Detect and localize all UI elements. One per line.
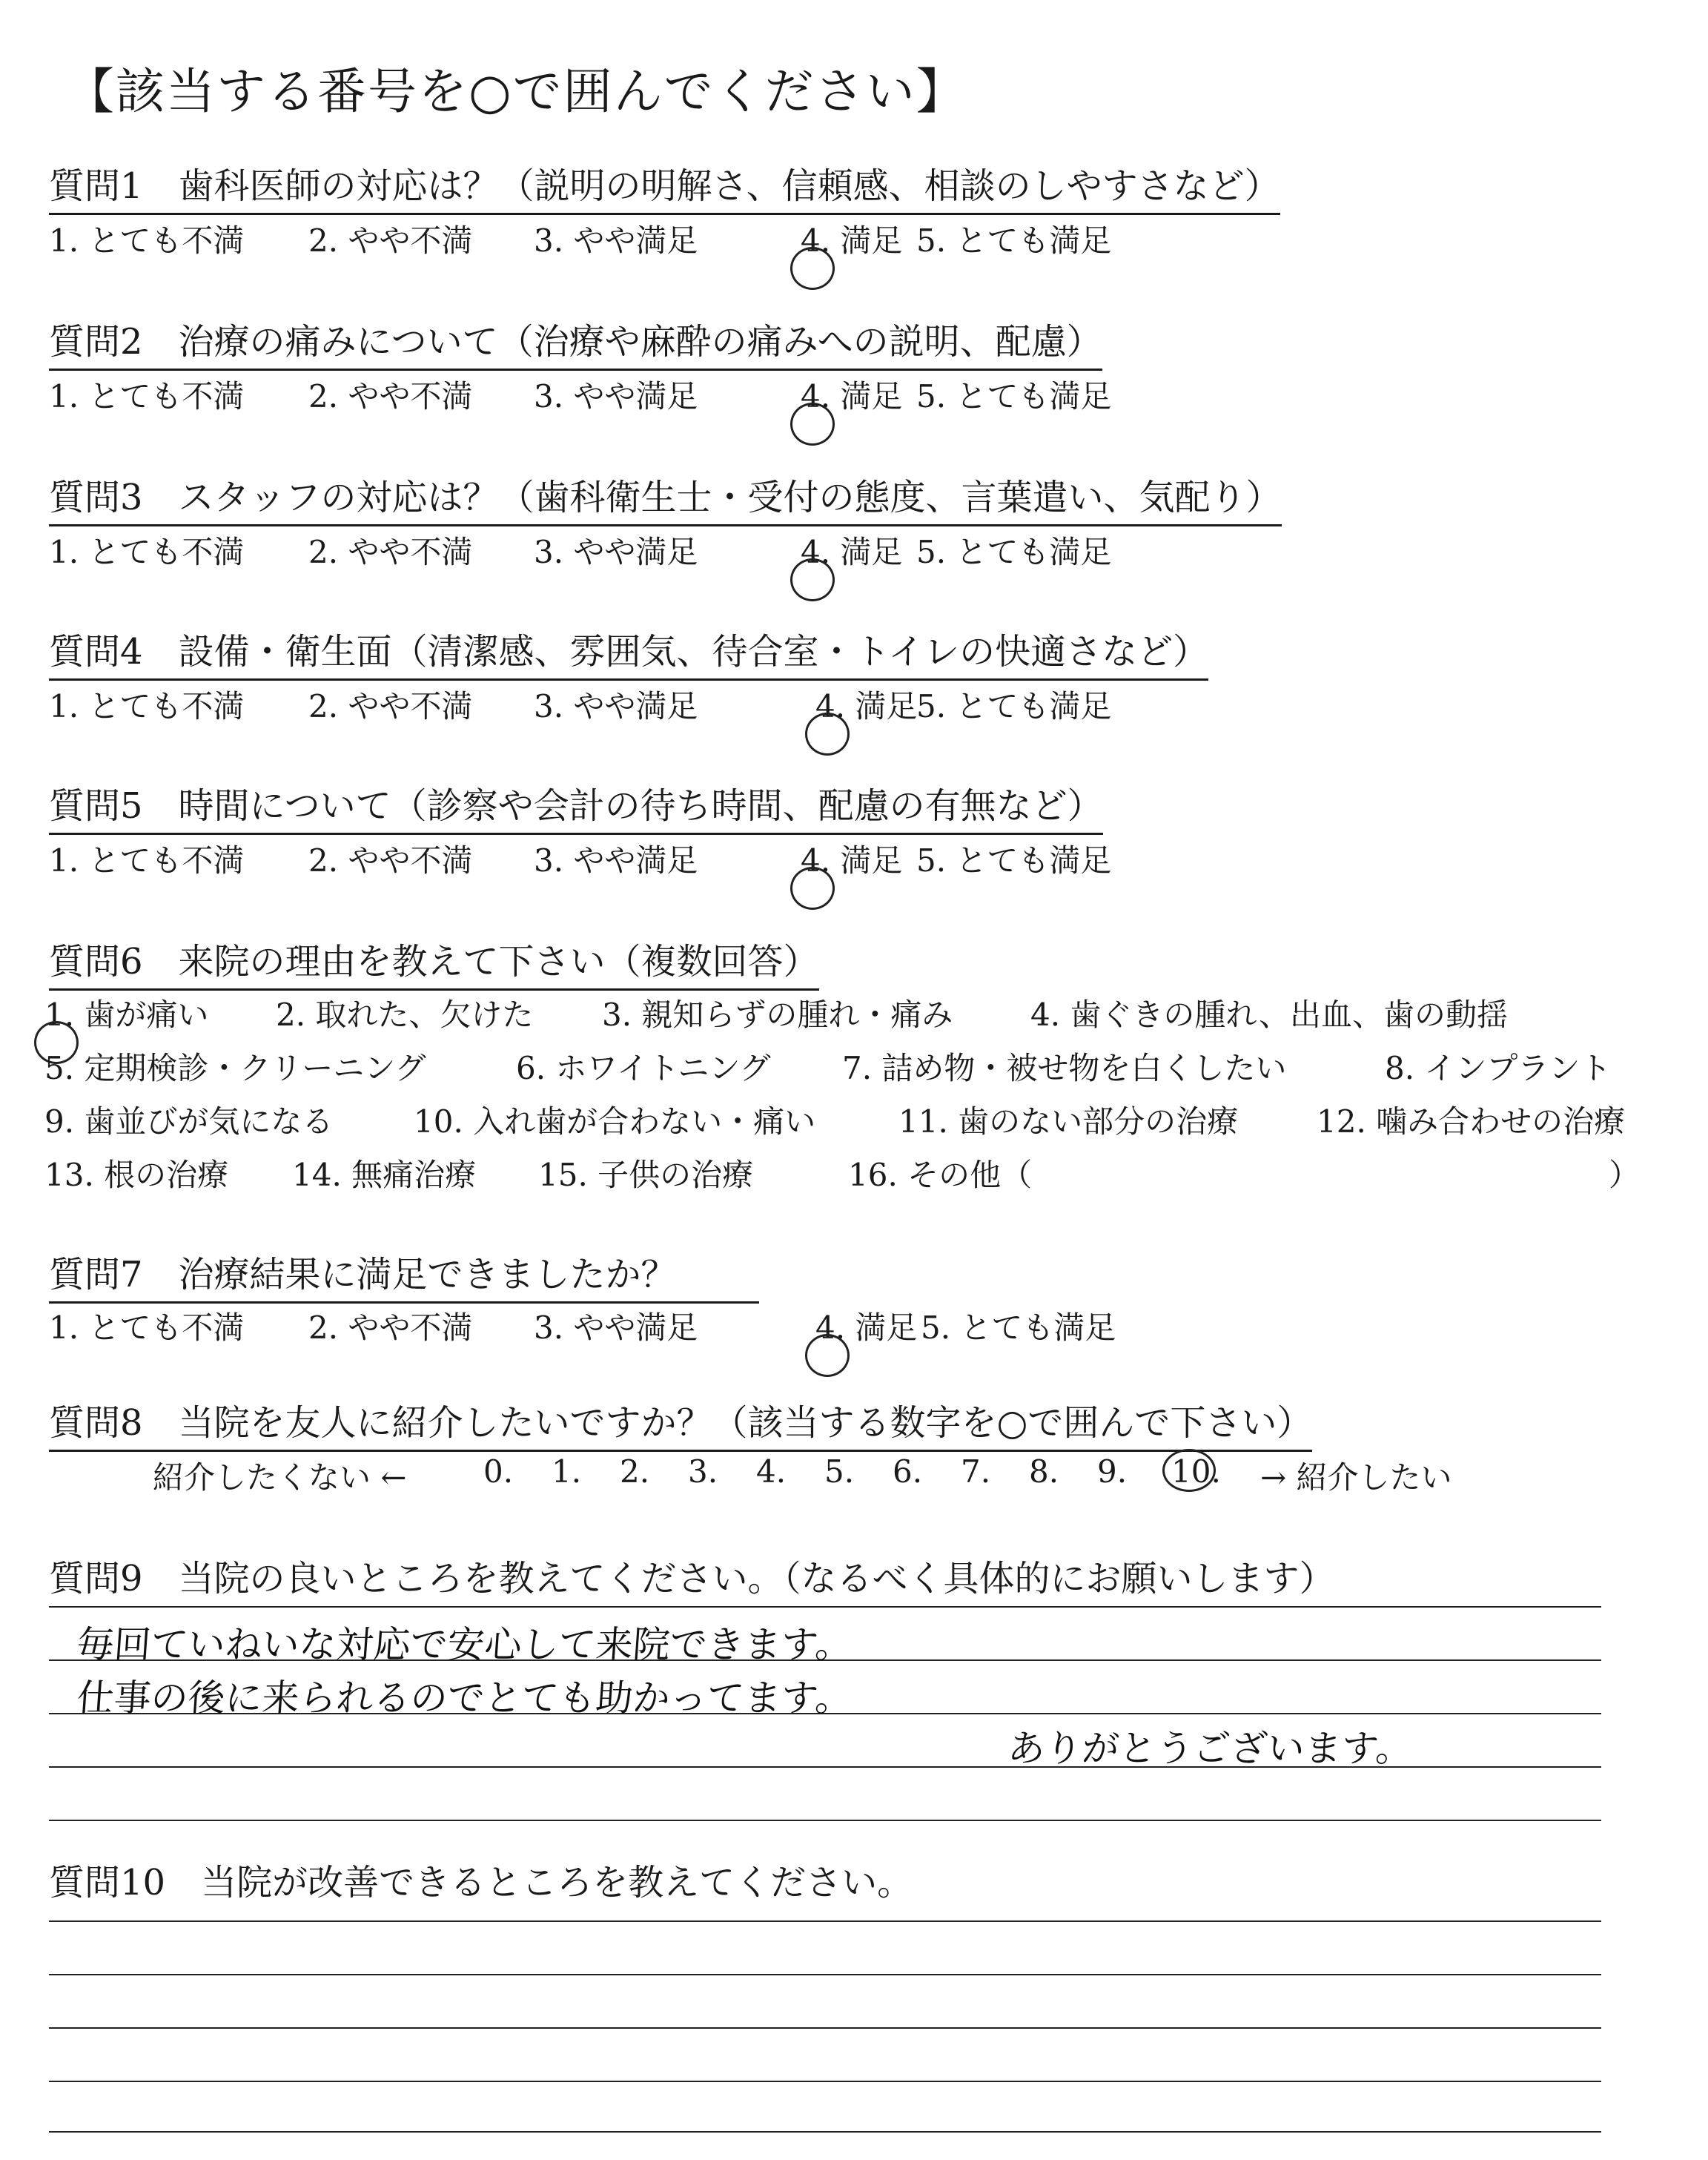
q7-option-3[interactable]: 3. やや満足: [534, 1309, 698, 1346]
page-heading: 【該当する番号を○で囲んでください】: [65, 63, 967, 120]
q6-option-2[interactable]: 2. 取れた、欠けた: [276, 997, 534, 1033]
q7-option-5[interactable]: 5. とても満足: [921, 1309, 1116, 1346]
q6-option-6[interactable]: 6. ホワイトニング: [516, 1050, 771, 1086]
question-4-title: 質問4 設備・衛生面（清潔感、雰囲気、待合室・トイレの快適さなど）: [49, 623, 1208, 681]
q8-option-1[interactable]: 1.: [552, 1453, 582, 1490]
q8-option-7[interactable]: 7.: [961, 1453, 991, 1490]
question-7-title: 質問7 治療結果に満足できましたか？: [49, 1246, 759, 1304]
q4-option-2[interactable]: 2. やや不満: [308, 688, 473, 724]
q8-option-8[interactable]: 8.: [1029, 1453, 1059, 1490]
q1-option-5[interactable]: 5. とても満足: [916, 222, 1112, 259]
q6-option-12[interactable]: 12. 噛み合わせの治療: [1317, 1103, 1626, 1140]
selection-circle: [1162, 1449, 1216, 1492]
q2-option-5[interactable]: 5. とても満足: [916, 378, 1112, 415]
question-10-title: 質問10 当院が改善できるところを教えてください。: [49, 1862, 913, 1903]
q6-option-5[interactable]: 5. 定期検診・クリーニング: [44, 1050, 426, 1086]
selection-circle: [790, 403, 835, 446]
q8-left-label: 紹介したくない ←: [153, 1459, 407, 1496]
q6-option-14[interactable]: 14. 無痛治療: [292, 1157, 477, 1193]
answer-rule: [49, 1606, 1601, 1608]
question-6-title: 質問6 来院の理由を教えて下さい（複数回答）: [49, 933, 819, 991]
answer-rule: [49, 1820, 1601, 1821]
q8-option-9[interactable]: 9.: [1097, 1453, 1128, 1490]
q6-option-11[interactable]: 11. 歯のない部分の治療: [898, 1103, 1239, 1140]
answer-rule: [49, 2027, 1601, 2029]
q5-option-4[interactable]: 4. 満足: [801, 836, 902, 881]
q8-option-10[interactable]: 10.: [1171, 1453, 1221, 1490]
q1-option-2[interactable]: 2. やや不満: [308, 222, 473, 259]
q4-option-5[interactable]: 5. とても満足: [916, 688, 1112, 724]
answer-rule: [49, 2131, 1601, 2133]
q8-rating-scale: [0, 1453, 1708, 1498]
q3-option-1[interactable]: 1. とても不満: [49, 534, 245, 570]
q2-option-3[interactable]: 3. やや満足: [534, 378, 698, 415]
q6-option-15[interactable]: 15. 子供の治療: [538, 1157, 754, 1193]
q2-option-2[interactable]: 2. やや不満: [308, 378, 473, 415]
q3-option-5[interactable]: 5. とても満足: [916, 534, 1112, 570]
q1-option-3[interactable]: 3. やや満足: [534, 222, 698, 259]
question-5-title: 質問5 時間について（診察や会計の待ち時間、配慮の有無など）: [49, 777, 1103, 835]
q7-option-1[interactable]: 1. とても不満: [49, 1309, 245, 1346]
q8-right-label: → 紹介したい: [1260, 1459, 1452, 1496]
q9-handwritten-answer-line-3: ありがとうございます。: [1006, 1727, 1414, 1770]
q2-option-1[interactable]: 1. とても不満: [49, 378, 245, 415]
q7-option-2[interactable]: 2. やや不満: [308, 1309, 473, 1346]
q8-option-3[interactable]: 3.: [688, 1453, 718, 1490]
q6-option-16[interactable]: 16. その他（: [848, 1157, 1033, 1193]
q3-option-3[interactable]: 3. やや満足: [534, 534, 698, 570]
q8-option-2[interactable]: 2.: [620, 1453, 650, 1490]
selection-circle: [790, 247, 835, 290]
question-9-title: 質問9 当院の良いところを教えてください。（なるべく具体的にお願いします）: [49, 1558, 1335, 1599]
q1-option-4[interactable]: 4. 満足: [801, 217, 902, 261]
q8-option-6[interactable]: 6.: [893, 1453, 923, 1490]
question-8-title: 質問8 当院を友人に紹介したいですか？（該当する数字を○で囲んで下さい）: [49, 1394, 1312, 1452]
q3-option-4[interactable]: 4. 満足: [801, 528, 902, 572]
q5-option-2[interactable]: 2. やや不満: [308, 842, 473, 879]
q1-option-1[interactable]: 1. とても不満: [49, 222, 245, 259]
q3-option-2[interactable]: 2. やや不満: [308, 534, 473, 570]
q6-option-3[interactable]: 3. 親知らずの腫れ・痛み: [602, 997, 953, 1033]
q5-option-3[interactable]: 3. やや満足: [534, 842, 698, 879]
question-1-title: 質問1 歯科医師の対応は？（説明の明解さ、信頼感、相談のしやすさなど）: [49, 157, 1280, 215]
q6-other-close-paren: ）: [1609, 1157, 1641, 1193]
q2-option-4[interactable]: 4. 満足: [801, 372, 902, 417]
selection-circle: [790, 867, 835, 910]
q6-option-4[interactable]: 4. 歯ぐきの腫れ、出血、歯の動揺: [1030, 997, 1508, 1033]
q6-option-7[interactable]: 7. 詰め物・被せ物を白くしたい: [842, 1050, 1287, 1086]
selection-circle: [805, 713, 850, 756]
answer-rule: [49, 2081, 1601, 2082]
q8-option-0[interactable]: 0.: [483, 1453, 514, 1490]
q4-option-4[interactable]: 4. 満足: [815, 682, 917, 727]
q6-option-1[interactable]: 1. 歯が痛い: [44, 991, 208, 1035]
selection-circle: [790, 558, 835, 601]
q9-handwritten-answer-line-1: 毎回ていねいな対応で安心して来院できます。: [75, 1623, 854, 1666]
q5-option-5[interactable]: 5. とても満足: [916, 842, 1112, 879]
q7-option-4[interactable]: 4. 満足: [815, 1304, 917, 1348]
q6-option-8[interactable]: 8. インプラント: [1385, 1050, 1612, 1086]
q6-option-9[interactable]: 9. 歯並びが気になる: [44, 1103, 334, 1140]
q9-handwritten-answer-line-2: 仕事の後に来られるのでとても助かってます。: [75, 1677, 854, 1720]
q5-option-1[interactable]: 1. とても不満: [49, 842, 245, 879]
question-2-title: 質問2 治療の痛みについて（治療や麻酔の痛みへの説明、配慮）: [49, 313, 1102, 371]
selection-circle: [805, 1334, 850, 1377]
q4-option-3[interactable]: 3. やや満足: [534, 688, 698, 724]
q8-option-5[interactable]: 5.: [824, 1453, 855, 1490]
answer-rule: [49, 1974, 1601, 1975]
q6-option-13[interactable]: 13. 根の治療: [44, 1157, 229, 1193]
q4-option-1[interactable]: 1. とても不満: [49, 688, 245, 724]
answer-rule: [49, 1920, 1601, 1922]
q6-option-10[interactable]: 10. 入れ歯が合わない・痛い: [414, 1103, 816, 1140]
question-3-title: 質問3 スタッフの対応は？（歯科衛生士・受付の態度、言葉遣い、気配り）: [49, 469, 1282, 526]
q8-option-4[interactable]: 4.: [756, 1453, 787, 1490]
